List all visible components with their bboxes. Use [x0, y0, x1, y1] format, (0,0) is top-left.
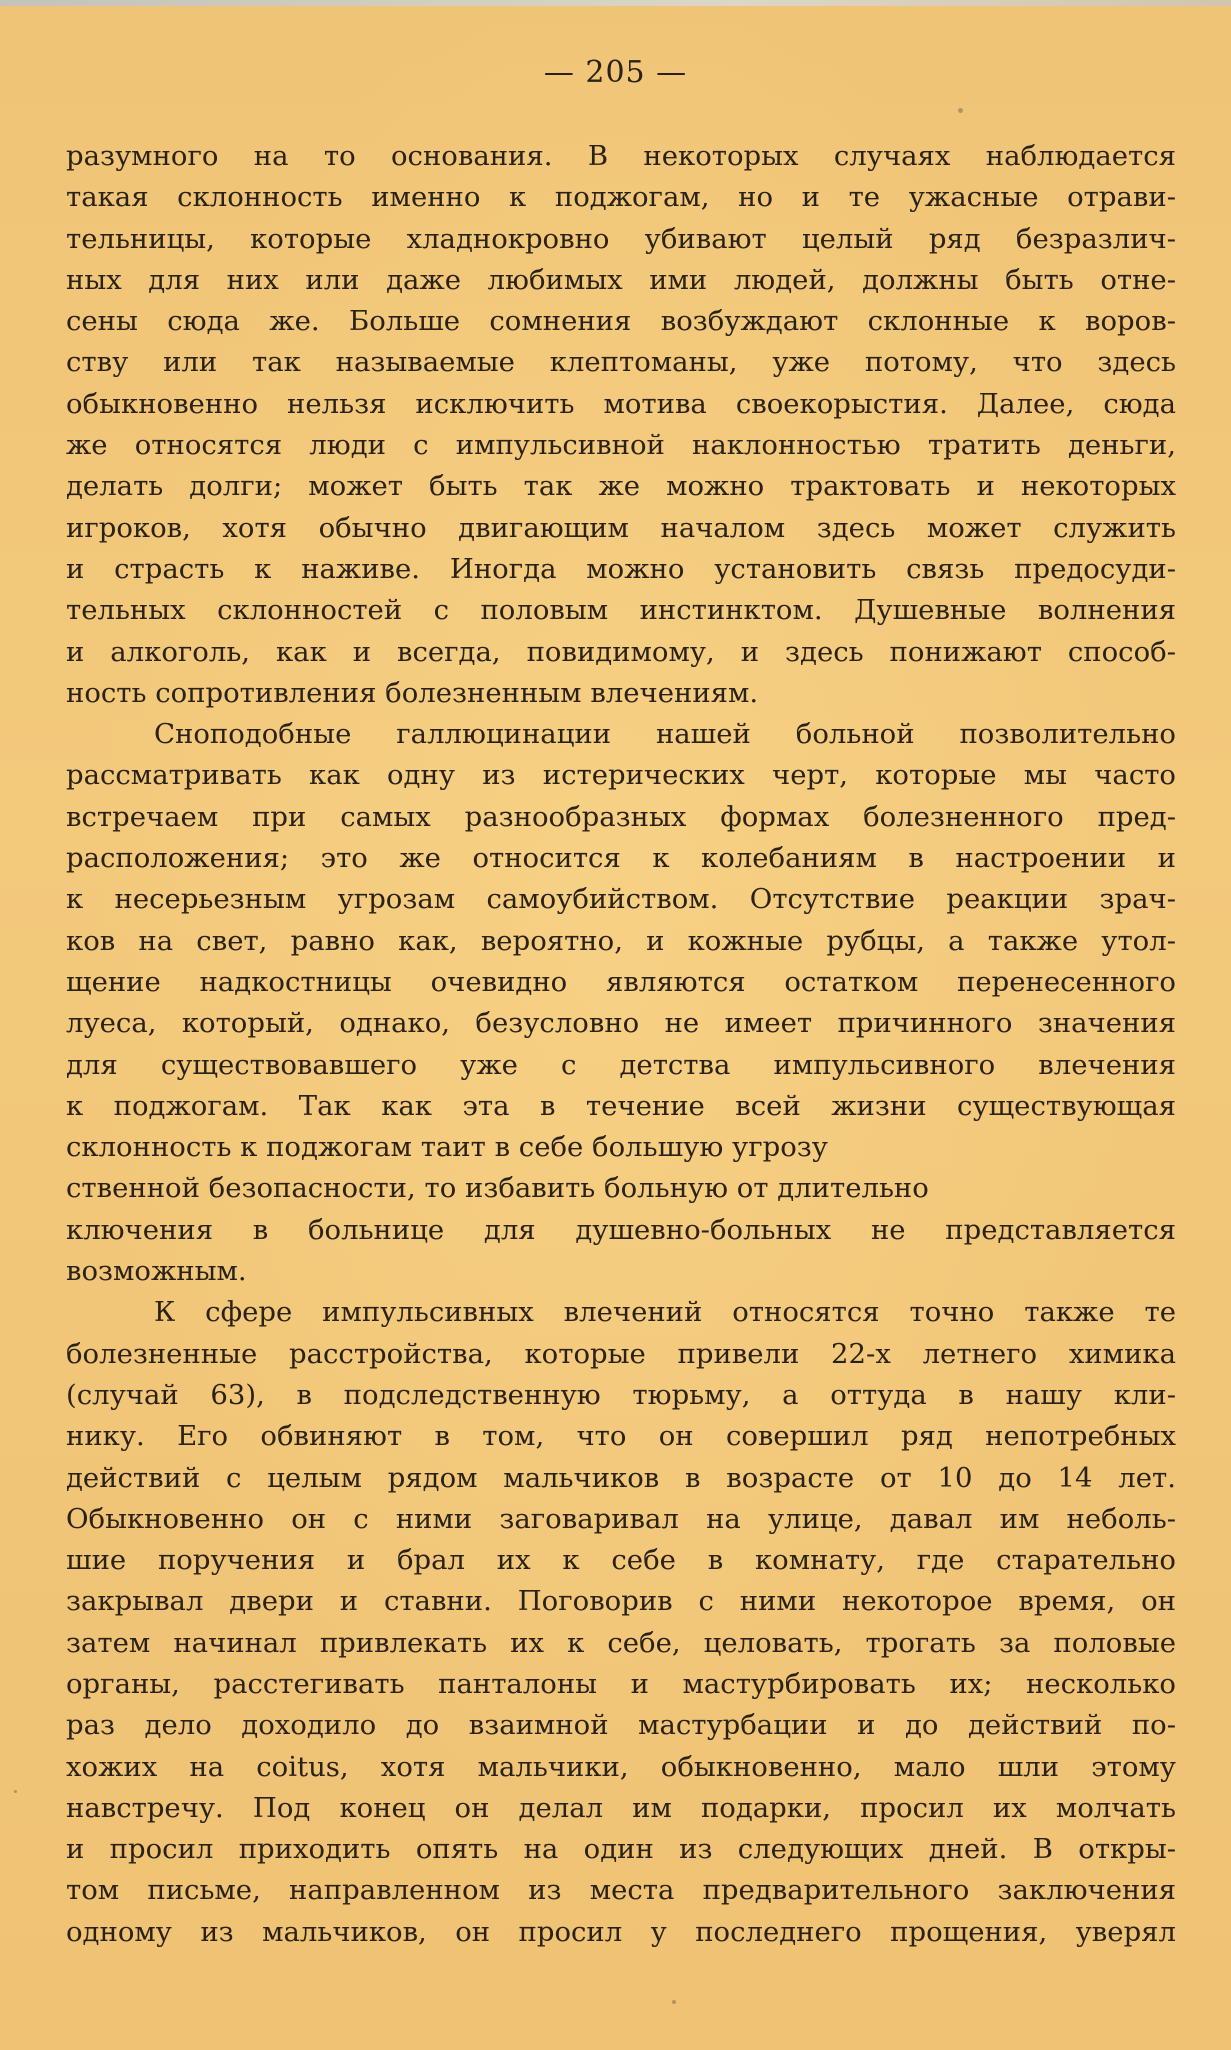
text-line: действий с целым рядом мальчиков в возрасте от 10 до 14 лет. — [66, 1461, 1176, 1494]
text-line: Сноподобные галлюцинации нашей больной позволительно — [154, 718, 1176, 751]
text-line: луеса, который, однако, безусловно не имеет причинного значения — [66, 1007, 1176, 1040]
text-line: раз дело доходило до взаимной мастурбации и до действий по- — [66, 1709, 1176, 1742]
text-line: шие поручения и брал их к себе в комнату, где старательно — [66, 1544, 1176, 1577]
text-line: рассматривать как одну из истерических черт, которые мы часто — [66, 759, 1176, 792]
paper-speck — [958, 108, 963, 113]
text-line: же относятся люди с импульсивной наклонностью тратить деньги, — [66, 429, 1176, 462]
text-line: органы, расстегивать панталоны и мастурбировать их; несколько — [66, 1667, 1176, 1700]
text-line: ных для них или даже любимых ими людей, должны быть отне- — [66, 263, 1176, 296]
text-line: игроков, хотя обычно двигающим началом здесь может служить — [66, 511, 1176, 544]
text-line: том письме, направленном из места предварительного заключения — [66, 1874, 1176, 1907]
text-line: и алкоголь, как и всегда, повидимому, и здесь понижают способ- — [66, 635, 1176, 668]
text-line: Обыкновенно он с ними заговаривал на улице, давал им неболь- — [66, 1502, 1176, 1535]
paper-speck — [14, 1790, 17, 1793]
text-line: затем начинал привлекать их к себе, целовать, трогать за половые — [66, 1626, 1176, 1659]
text-line: встречаем при самых разнообразных формах болезненного пред- — [66, 800, 1176, 833]
text-line: такая склонность именно к поджогам, но и те ужасные отрави- — [66, 181, 1176, 214]
text-line: расположения; это же относится к колебаниям в настроении и — [66, 842, 1176, 875]
text-line: щение надкостницы очевидно являются остатком перенесенного — [66, 965, 1176, 998]
text-line: закрывал двери и ставни. Поговорив с ними некоторое время, он — [66, 1585, 1176, 1618]
scan-edge — [0, 0, 1231, 6]
text-line: склонность к поджогам таит в себе большую угрозу — [66, 1131, 828, 1164]
text-line: возможным. — [66, 1255, 247, 1288]
text-line: для существовавшего уже с детства импульсивного влечения — [66, 1048, 1176, 1081]
paper-speck — [672, 2000, 676, 2004]
text-line: и страсть к наживе. Иногда можно установить связь предосуди- — [66, 552, 1176, 585]
text-line: одному из мальчиков, он просил у последнего прощения, уверял — [66, 1915, 1176, 1948]
text-line: (случай 63), в подследственную тюрьму, а оттуда в нашу кли- — [66, 1378, 1176, 1411]
text-line: ность сопротивления болезненным влечениям. — [66, 676, 759, 709]
text-line: сены сюда же. Больше сомнения возбуждают склонные к воров- — [66, 305, 1176, 338]
text-line: К сфере импульсивных влечений относятся точно также те — [154, 1296, 1176, 1329]
text-line: болезненные расстройства, которые привели 22-х летнего химика — [66, 1337, 1176, 1370]
text-line: делать долги; может быть так же можно трактовать и некоторых — [66, 470, 1176, 503]
body-text — [66, 136, 1176, 1953]
text-line: тельных склонностей с половым инстинктом. Душевные волнения — [66, 594, 1176, 627]
text-line: к поджогам. Так как эта в течение всей жизни существующая — [66, 1089, 1176, 1122]
text-line: обыкновенно нельзя исключить мотива своекорыстия. Далее, сюда — [66, 387, 1176, 420]
page-number: — 205 — — [543, 55, 688, 90]
text-line: разумного на то основания. В некоторых случаях наблюдается — [66, 140, 1176, 172]
text-line: к несерьезным угрозам самоубийством. Отсутствие реакции зрач- — [66, 883, 1176, 916]
text-line: ключения в больнице для душевно-больных не представляется — [66, 1213, 1176, 1246]
text-line: и просил приходить опять на один из следующих дней. В откры- — [66, 1833, 1176, 1866]
text-line: ству или так называемые клептоманы, уже потому, что здесь — [66, 346, 1176, 379]
text-line: навстречу. Под конец он делал им подарки, просил их молчать — [66, 1791, 1176, 1824]
text-line: тельницы, которые хладнокровно убивают целый ряд безразлич- — [66, 222, 1176, 255]
text-line: ственной безопасности, то избавить больную от длительно — [66, 1172, 929, 1205]
text-line: хожих на coitus, хотя мальчики, обыкновенно, мало шли этому — [66, 1750, 1176, 1783]
text-line: нику. Его обвиняют в том, что он совершил ряд непотребных — [66, 1420, 1176, 1453]
text-line: ков на свет, равно как, вероятно, и кожные рубцы, а также утол- — [66, 924, 1176, 957]
